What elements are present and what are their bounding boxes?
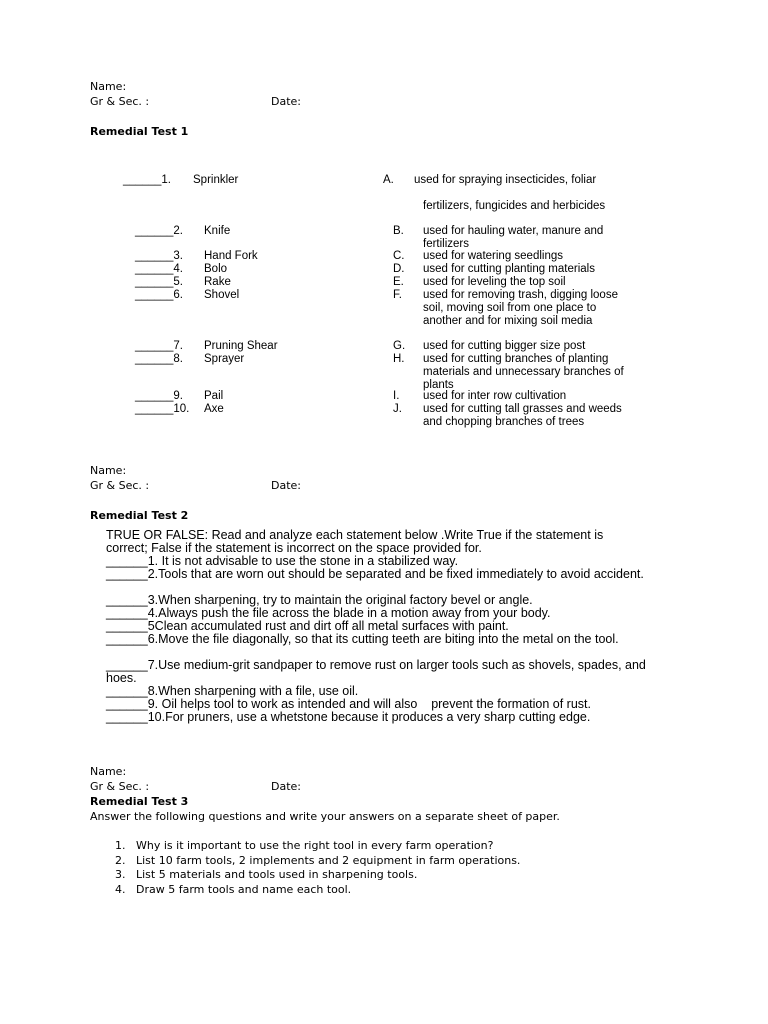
test2-item: ______8.When sharpening with a file, use oil. xyxy=(106,684,359,698)
test3-question-number: 3. xyxy=(115,868,126,881)
test1-item-blank: ______10. xyxy=(135,403,190,415)
test2-item: ______4.Always push the file across the blade in a motion away from your body. xyxy=(106,606,551,620)
test1-choice-text: used for spraying insecticides, foliar xyxy=(414,174,597,186)
test3-question-number: 2. xyxy=(115,854,126,867)
test1-choice-text: used for removing trash, digging loose soil, moving soil from one place to another and for mixing soil media xyxy=(423,289,618,327)
test1-item-blank: ______7. xyxy=(135,340,183,352)
test1-choice-text: fertilizers, fungicides and herbicides xyxy=(423,200,606,212)
test1-choice-letter: I. xyxy=(393,390,400,402)
date-label-1: Date: xyxy=(271,95,301,108)
name-label-2: Name: xyxy=(90,464,127,477)
test1-choice-text: used for hauling water, manure and fertilizers xyxy=(423,225,604,250)
test3-question-text: Why is it important to use the right tool in every farm operation? xyxy=(136,839,494,852)
test1-choice-letter: A. xyxy=(383,174,394,186)
test3-instructions: Answer the following questions and write your answers on a separate sheet of paper. xyxy=(90,810,560,823)
test2-item: ______5Clean accumulated rust and dirt off all metal surfaces with paint. xyxy=(106,619,509,633)
grade-section-label-3: Gr & Sec. : xyxy=(90,780,150,793)
test2-item: ______1. It is not advisable to use the stone in a stabilized way. xyxy=(106,554,459,568)
test1-choice-letter: E. xyxy=(393,276,404,288)
test1-choice-text: used for watering seedlings xyxy=(423,250,563,262)
test1-item-blank: ______6. xyxy=(135,289,183,301)
test1-choice-letter: D. xyxy=(393,263,405,275)
test1-title: Remedial Test 1 xyxy=(90,125,189,138)
test1-choice-letter: G. xyxy=(393,340,406,352)
test1-choice-text: used for cutting tall grasses and weeds and chopping branches of trees xyxy=(423,403,622,428)
test1-item-tool: Pail xyxy=(204,390,224,402)
test2-item: ______6.Move the file diagonally, so that its cutting teeth are biting into the metal on the tool. xyxy=(106,632,619,646)
test3-question-text: Draw 5 farm tools and name each tool. xyxy=(136,883,352,896)
name-label-1: Name: xyxy=(90,80,127,93)
test1-item-tool: Rake xyxy=(204,276,231,288)
test3-question-text: List 10 farm tools, 2 implements and 2 equipment in farm operations. xyxy=(136,854,521,867)
grade-section-label-1: Gr & Sec. : xyxy=(90,95,150,108)
test1-item-blank: ______4. xyxy=(135,263,183,275)
test1-item-tool: Sprinkler xyxy=(193,174,239,186)
test1-choice-text: used for inter row cultivation xyxy=(423,390,567,402)
test1-choice-letter: B. xyxy=(393,225,404,237)
test1-item-tool: Pruning Shear xyxy=(204,340,278,352)
test1-choice-text: used for leveling the top soil xyxy=(423,276,566,288)
test1-item-tool: Knife xyxy=(204,225,231,237)
name-label-3: Name: xyxy=(90,765,127,778)
test1-item-blank: ______8. xyxy=(135,353,183,365)
test1-item-tool: Shovel xyxy=(204,289,240,301)
test2-item: ______7.Use medium-grit sandpaper to remove rust on larger tools such as shovels, spades, and hoes. xyxy=(106,658,646,685)
test1-item-blank: ______5. xyxy=(135,276,183,288)
test2-item: ______2.Tools that are worn out should be separated and be fixed immediately to avoid accident. xyxy=(106,567,644,581)
test2-item: ______3.When sharpening, try to maintain the original factory bevel or angle. xyxy=(106,593,533,607)
test3-question-text: List 5 materials and tools used in sharpening tools. xyxy=(136,868,418,881)
test1-item-blank: ______3. xyxy=(135,250,183,262)
test1-choice-letter: C. xyxy=(393,250,405,262)
test1-choice-letter: J. xyxy=(393,403,402,415)
test1-choice-letter: F. xyxy=(393,289,402,301)
date-label-2: Date: xyxy=(271,479,301,492)
test3-question-number: 1. xyxy=(115,839,126,852)
test1-item-blank: ______2. xyxy=(135,225,183,237)
date-label-3: Date: xyxy=(271,780,301,793)
test1-choice-text: used for cutting planting materials xyxy=(423,263,595,275)
test1-choice-text: used for cutting branches of planting materials and unnecessary branches of plants xyxy=(423,353,624,391)
test2-instructions: TRUE OR FALSE: Read and analyze each statement below .Write True if the statement is correct; False if the statement is incorrect on the space provided for. xyxy=(106,528,604,555)
test1-item-tool: Hand Fork xyxy=(204,250,258,262)
grade-section-label-2: Gr & Sec. : xyxy=(90,479,150,492)
test2-title: Remedial Test 2 xyxy=(90,509,189,522)
test3-question-number: 4. xyxy=(115,883,126,896)
test1-item-blank: ______1. xyxy=(123,174,171,186)
test1-item-blank: ______9. xyxy=(135,390,183,402)
test2-item: ______10.For pruners, use a whetstone because it produces a very sharp cutting edge. xyxy=(106,710,591,724)
test3-title: Remedial Test 3 xyxy=(90,795,189,808)
test1-item-tool: Axe xyxy=(204,403,224,415)
test1-item-tool: Sprayer xyxy=(204,353,245,365)
test2-item: ______9. Oil helps tool to work as intended and will also prevent the formation of rust. xyxy=(106,697,591,711)
test1-choice-text: used for cutting bigger size post xyxy=(423,340,586,352)
test1-choice-letter: H. xyxy=(393,353,405,365)
test1-item-tool: Bolo xyxy=(204,263,228,275)
